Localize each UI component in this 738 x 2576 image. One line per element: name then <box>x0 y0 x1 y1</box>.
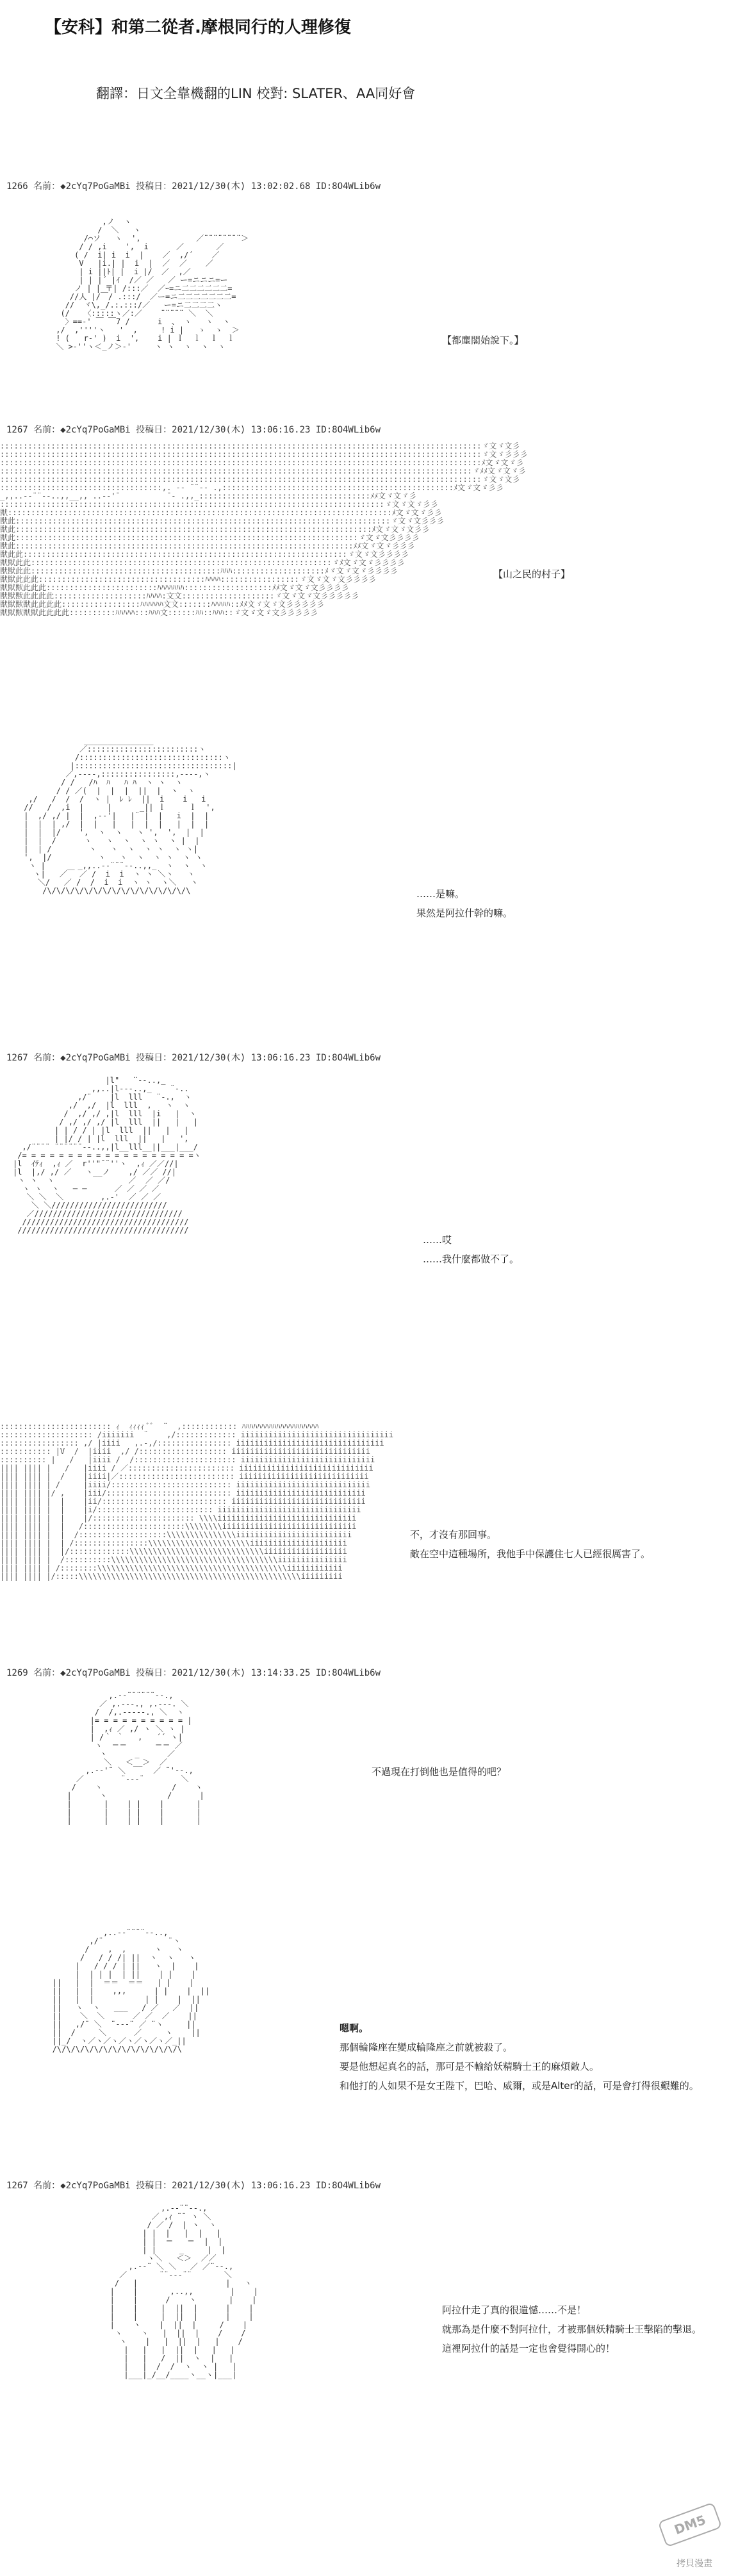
caption-tag: 【山之民的村子】 <box>493 568 571 580</box>
dialogue-line: ……哎 <box>423 1234 452 1246</box>
ascii-art-character: |l" ¨‐-..,_ ,,..|l---..,_ ¨‐.. ,/¨ |l lll ¨‐., ヽ ,/ ,/ |l lll , ヽ ヽ / ,/ ,/ ,|l lll |i | ヽ / ,/ ,/ ,/ |l lll || | | | | / / | |l lll || | | | |/ / | |l lll || | ', ,/¨¨¨¨ ¨¨¨¨¨¨‐-..,,|l__lll__||___|___/ /= = = = = = = = = = = = = = = = = = =ヽ |l ｲﾃｨ ,ｨ ／ r''"¨¨''ヽ ,ｨ ／／//| |l |,/ ,/ ／ ヽ__ノ ,/ ／／ //| ヽ ヽ ヽ ／ ／ ／/ ヽ ヽ ヽ ─ ─ ／ ／ ／ ／ ＼ ＼ ＼ ,.-' ／ ／ ／ ＼ ＼///////////////////////// ／//////////////////////////////// //////////////////////////////////// ///////////////////////////////////// <box>13 1076 201 1235</box>
caption-tag: 【都塵閣始說下。】 <box>442 334 524 346</box>
dialogue-line: 不，才沒有那回事。 <box>410 1529 497 1540</box>
ascii-art-scene: :::::::::::::::::::::::: ｨ ｨｨｨｨ ﾞﾞ ¨ ,:::::::::::: ﾊﾊﾊﾊﾊﾊﾊﾊﾊﾊﾊﾊﾊﾊﾊﾊﾊﾊﾊﾊ :::::::::::::::::::: /iiiiiii ¨ ,/::::::::::::: iiiiiiiiiiiiiiiiiiiiiiiiiiiiiiiii ::::::::::::::::: ,/ |iiii ,.-,/:::::::::::::::: iiiiiiiiiiiiiiiiiiiiiiiiiiiiiiii ::::::::::: |V / |iiii ,/ /::::::::::::::::::: iiiiiiiiiiiiiiiiiiiiiiiiiiiiii :::::::::: | / |iiii / /:::::::::::::::::::::: iiiiiiiiiiiiiiiiiiiiiiiiiiiii |||| |||| | / |iiii / ／::::::::::::::::::::::: iiiiiiiiiiiiiiiiiiiiiiiiiiiii |||| |||| | / |iiii|／::::::::::::::::::::::::: iiiiiiiiiiiiiiiiiiiiiiiiiiii |||| |||| | / |iiii/:::::::::::::::::::::::::: iiiiiiiiiiiiiiiiiiiiiiiiiiiii |||| |||| |/ , |iii/::::::::::::::::::::::::::: iiiiiiiiiiiiiiiiiiiiiiiiiiii |||| |||| | | |ii/::::::::::::::::::::::::::: iiiiiiiiiiiiiiiiiiiiiiiiiiiii |||| |||| | | |i/::::::::::::::::::::::::: iiiiiiiiiiiiiiiiiiiiiiiiiiiiiii |||| |||| | | |/:::::::::::::::::::::: \\\\iiiiiiiiiiiiiiiiiiiiiiiiiiiiii |||| |||| | | /::::::::::::::::::::::\\\\\\\\iiiiiiiiiiiiiiiiiiiiiiiiiiiii |||| |||| | | /:::::::::::::::::::\\\\\\\\\\\\\\\iiiiiiiiiiiiiiiiiiiiiiiii |||| |||| | | /::::::::::::::::\\\\\\\\\\\\\\\\\\\\\\iiiiiiiiiiiiiiiiiiiii |||| |||| | |/:::::::::::::\\\\\\\\\\\\\\\\\\\\\\\\\\\\\iiiiiiiiiiiiiiiiii |||| |||| | /::::::::::\\\\\\\\\\\\\\\\\\\\\\\\\\\\\\\\\\\\iiiiiiiiiiiiiii |||| |||| | /::::::::\\\\\\\\\\\\\\\\\\\\\\\\\\\\\\\\\\\\\\\\\iiiiiiiiiiii |||| |||| |/:::::\\\\\\\\\\\\\\\\\\\\\\\\\\\\\\\\\\\\\\\\\\\\\\\\iiiiiiiii <box>0 1422 394 1581</box>
post-header: 1269 名前：◆2cYq7PoGaMBi 投稿日：2021/12/30(木) 13:14:33.25 ID:8O4WLib6w <box>6 1668 381 1678</box>
dialogue-line: 敵在空中這種場所，我他手中保護住七人已經很厲害了。 <box>410 1548 651 1560</box>
dialogue-line: 這裡阿拉什的話是一定也會覺得開心的！ <box>442 2343 616 2354</box>
ascii-art-character: _______________ ／::::::::::::::::::::::::ヽ /:::::::::::::::::::::::::::::::ヽ |::::::::::::::::::::::::::::::::::| ／,-‐‐-,::::::::::::::::,-‐‐-,ヽ / / /ﾊ ﾊ ﾊ ﾊ ヽ ヽ ヽ / / ／( | | | || | ヽ ヽ ,/ / / / ヽ | ﾚ ﾚ || i i i // / ,i | | _|| ｌ ｌ ', | ,/ ,/ | | ,-‐'| |¨ | | i | | | | | ,/ | | | | | | | | | | | |/ ', ヽ ヽ ヽ ', ', | | | | / ヽ ヽ ヽ ヽ ヽ ヽ | | | | / ヽ ヽ ヽ ヽ ヽ ヽ ヽ| ', |/ ヽ ヽ ヽ ヽ ヽ ヽ ヽ ヽ | _,,..-‐¨¨¨‐-..,,_ ヽ ヽ ヽ ヽ| ／￣ ／ / i i ヽ ヽ ＼ヽ ヽ ＼/ ／ / / i i ヽ ヽ ヽ＼ ヽ /\/\/\/\/\/\/\/\/\/\/\/\/\/\/\/\ <box>24 736 237 895</box>
post-header: 1266 名前：◆2cYq7PoGaMBi 投稿日：2021/12/30(木) 13:02:02.68 ID:8O4WLib6w <box>6 181 381 192</box>
post-header: 1267 名前：◆2cYq7PoGaMBi 投稿日：2021/12/30(木) 13:06:16.23 ID:8O4WLib6w <box>6 425 381 435</box>
ascii-art-character: ,..-‐¨¨¨¨‐-.., ,/¨ ¨ヽ / , , ヽ ヽ / / / /| || ヽ ヽ ヽ | / / / | || ヽ | | | | | | | || | | | || | | ＝＝ ＝＝ | | | || | | ,,, | | | || || | | | | | || || ヽ ヽ ___ / ／ ／ || || ＼ ＼ ／ ／ ／ || || ,/¨ ＼ ¨‐-‐¨ ／ ¨ヽ || || / ＼ ／ ヽ || ||_/ ヽ／ヽ／ヽ／ヽ／ヽ／ヽ／_|| /\/\/\/\/\/\/\/\/\/\/\/\/\/\ <box>52 1928 210 2054</box>
dialogue-line: 要是他想起真名的話，那可是不輸給妖精騎士王的麻煩敵人。 <box>340 2061 600 2072</box>
dialogue-line: 和他打的人如果不是女王陛下，巴哈、威爾，或是Alter的話，可是會打得很艱難的。 <box>340 2080 699 2092</box>
dialogue-line: ……我什麼都做不了。 <box>423 1253 520 1265</box>
ascii-art-character: ,.-‐¨¨‐-., ／ ,ｨ ¨¨ ヽ ＼ / ／ / | ヽ ヽ | | | | | | | | ＝ ＝ | | | | _ | | ヽ＼ ＜＞ ／／ ,.-‐¨ ＼ ＼ ／ ／¨‐-., ／ ¨¨‐-‐¨¨ ＼ / | | ヽ | | ,..,, | | | | / ヽ | | | | | || | | | | | | || | | | | ヽ | || | / | ヽ ヽ | || | / / ヽ | | || | | / | | | || | | | | | / || ヽ | | | | / / ヽ ヽ | | |___|_/__/____ヽ__ヽ|___| <box>110 2204 258 2379</box>
dialogue-line: 阿拉什走了真的很遺憾……不是！ <box>442 2304 587 2316</box>
ascii-art-character: ,ノ ヽ / ＼ ヽ /⌒ソ ヽ ', ／¨¨¨¨¨¨¨¨＞ / / ,i ', i ／ ／ ( / i| i i | ／ ,/´ ／ V |i.| | i | ／ ／ ／ | i ||ﾄ| | i |/ ／ ,／ | | |´ |ｲ /／ ／ ／ ー=ニニニ=ー ノ | | 〒| /:::／ ／ｰ=ニ二二二二二二= //人 |/￣/ .:::/ ／ー=ニ二二二二二二二= // ヾ\,_/.:.:::/／ ー=ニ二二二二ヽ (/ 〈:::::ヽ／:／ ¨¨¨¨¨ ＼ ＼ 〉==-' ￣ ￣7 / i 、 ヽ ヽ ヽ ,/ ,''''ヽ ' , ! i | ゝ ゝ ＞ ! ( r-' ) i ', i | ｌ ｌ ｌ ｌ ＼ >-''ヽ＜_ノ＞-' ヽ ヽ ヽ ヽ ヽ <box>56 217 249 351</box>
post-header: 1267 名前：◆2cYq7PoGaMBi 投稿日：2021/12/30(木) 13:06:16.23 ID:8O4WLib6w <box>6 2181 381 2191</box>
dialogue-line: 嗯啊。 <box>340 2022 369 2034</box>
dialogue-line: ……是嘛。 <box>416 888 465 900</box>
dialogue-line: 果然是阿拉什幹的嘛。 <box>416 907 513 919</box>
site-name: 拷貝漫畫 <box>676 2559 712 2569</box>
page-title: 【安科】和第二從者.摩根同行的人理修復 <box>45 18 351 37</box>
dialogue-line: 不過現在打倒他也是值得的吧？ <box>372 1766 507 1778</box>
dialogue-line: 那個輪隆座在變成輪隆座之前就被殺了。 <box>340 2042 513 2053</box>
logo-text: DM5 <box>672 2512 708 2538</box>
dialogue-line: 就那為是什麼不對阿拉什，才被那個妖精騎士王擊陷的擊退。 <box>442 2324 702 2335</box>
ascii-art-village-landscape: ::::::::::::::::::::::::::::::::::::::::::::::::::::::::::::::::::::::::::::::::::::::::::::::::::::::::ゞ文ゞ文彡 ::::::::::::::::::::::::::::::::::::::::::::::::::::::::::::::::::::::::::::::::::::::::::::::::::::::::ゞ文ゞ彡彡彡 ::::::::::::::::::::::::::::::::::::::::::::::::::::::::::::::::::::::::::::::::::::::::::::::::::::::::ﾒ文ゞ文ゞ彡 ::::::::::::::::::::::::::::::::::::::::::::::::::::::::::::::::::::::::::::::::::::::::::::::::::::::ゞﾒﾒ文ゞ文ゞ彡 ::::::::::::::::::::::::::::::::::::::::::::::::::::::::::::::::::::::::::::::::::::::::::::::::::::::::ゞ文ゞ文彡 :::::::::::::::::::::::::::::::::::,. -‐ ¨¨‐- .,::::::::::::::::::::::::::::::::::::::::::::::::::ﾒ文ゞ文ゞ彡彡 _,,..-‐¨¨‐-..,,__,, ..-‐'¨ ¨‐ .,,_:::::::::::::::::::::::::::::::::::::ﾒﾒ文ゞ文ゞ彡 :::::::::::::::::::::::::::::::::::::::::::::::::::::::::::::::::::::::::::::::::::ゞ文ゞ文ゞ彡彡 獣:::::::::::::::::::::::::::::::::::::::::::::::::::::::::::::::::::::::::::::::::::ﾒ文ゞ文ゞ彡彡 獣此:::::::::::::::::::::::::::::::::::::::::::::::::::::::::::::::::::::::::::::::::ゞ文ゞ文彡彡彡 獣此:::::::::::::::::::::::::::::::::::::::::::::::::::::::::::::::::::::::::::::ﾒ文ゞ文ゞ文彡彡 獣此::::::::::::::::::::::::::::::::::::::::::::::::::::::::::::::::::::::::::ゞ文ゞ文彡彡彡彡 獣此:::::::::::::::::::::::::::::::::::::::::::::::::::::::::::::::::::::::::ﾒﾒ文ゞ文ゞ彡彡彡 獣此此::::::::::::::::::::::::::::::::::::::::::::::::::::::::::::::::::::::ゞ文ゞ文彡彡彡彡 獣獣此此:::::::::::::::::::::::::::::::::::::::::::::::::::::::::::::::::ゞﾒ文ゞ文ゞ彡彡彡彡 獣獣此此:::::::::::::::::::::::::::::::::::::::::ﾊﾊﾊ::::::::::::::::::::ﾒゞ文ゞ文ゞ彡彡彡彡 獣獣此此此::::::::::::::::::::::::::::::::::::ﾊﾊﾊﾊ:::::::::::::::::ゞ文ゞ文ゞ文彡彡彡彡 獣獣獣此此此::::::::::::::::::::::::ﾊﾊﾊﾊﾊﾊﾊ:::::::::::::::::::ﾒﾒ文ゞ文ゞ文彡彡彡彡 獣獣獣此此此此::::::::::::::::::::ﾊﾊﾊﾊ:文文::::::::::::::::::::ゞ文ゞ文ゞ文彡彡彡彡彡 獣獣獣獣此此此此:::::::::::::::::ﾊﾊﾊﾊﾊﾊ文文:::::::ﾊﾊﾊﾊﾊ::ﾒﾒ文ゞ文ゞ文彡彡彡彡彡 獣獣獣獣獣此此此此::::::::::ﾊﾊﾊﾊﾊ:::ﾊﾊﾊ文::::::ﾊﾊ::ﾊﾊﾊ::ゞ文ゞ文ゞ文彡彡彡彡彡 <box>0 442 528 617</box>
site-logo <box>655 2506 725 2550</box>
post-header: 1267 名前：◆2cYq7PoGaMBi 投稿日：2021/12/30(木) 13:06:16.23 ID:8O4WLib6w <box>6 1053 381 1063</box>
credits-line: 翻譯：日文全靠機翻的LIN 校對: SLATER、AA同好會 <box>96 86 416 101</box>
ascii-art-character: ,.-‐¨¨¨¨¨¨‐-., ／ ,.-‐-., ,.-‐-. ＼ / /,.-‐‐‐-., ＼ ヽ |= = = = = = = = = = | | ,ｨ ／ ,/ ヽ ＼ ヽ | | /｀ ｀ , ´´ ヽ| ヽ ＝＝ ＝＝ ／ ヽ _ ／ ＼ ＜__＞ ／ ,.-‐'¨ ＼ ／ ¨'‐-., ／ ¨‐-‐¨ ＼ / ヽ / ヽ | ヽ / | | | | | | | | | | | | | | | | | | | <box>67 1691 204 1825</box>
